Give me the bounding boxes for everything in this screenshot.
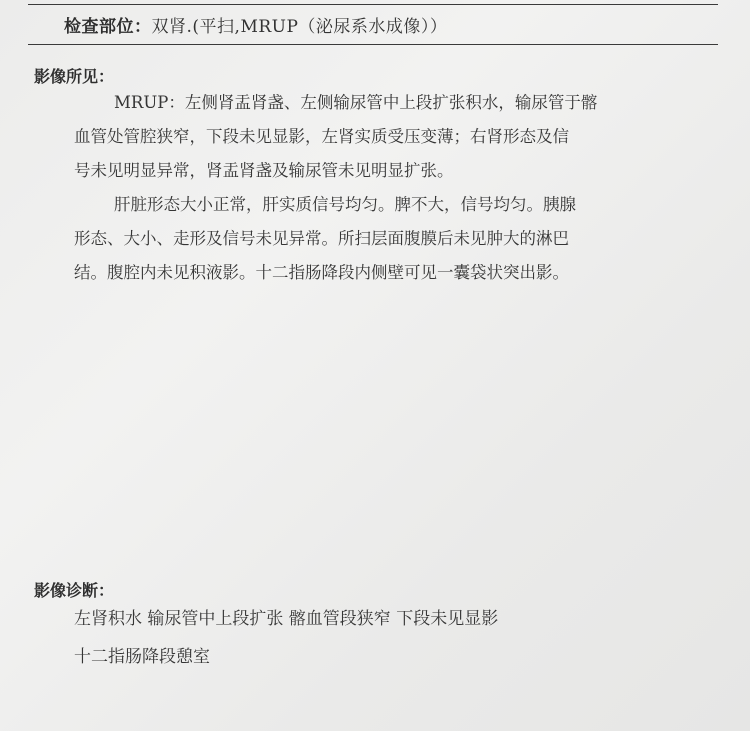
header-divider (28, 44, 718, 45)
findings-line: 形态、大小、走形及信号未见异常。所扫层面腹膜后未见肿大的淋巴 (74, 229, 569, 248)
top-divider (28, 4, 718, 5)
impression-line: 左肾积水 输尿管中上段扩张 髂血管段狭窄 下段未见显影 (74, 609, 499, 629)
impression-body (74, 600, 498, 676)
findings-paragraph-2 (74, 188, 694, 290)
findings-line: MRUP：左侧肾盂肾盏、左侧输尿管中上段扩张积水，输尿管于髂 (114, 93, 598, 112)
exam-site-value: 双肾.(平扫,MRUP（泌尿系水成像）） (151, 17, 448, 37)
findings-line: 肝脏形态大小正常，肝实质信号均匀。脾不大，信号均匀。胰腺 (114, 195, 576, 214)
impression-line: 十二指肠降段憩室 (74, 647, 210, 667)
impression-heading: 影像诊断： (34, 581, 115, 600)
findings-heading: 影像所见： (34, 67, 115, 86)
findings-line: 号未见明显异常，肾盂肾盏及输尿管未见明显扩张。 (74, 161, 454, 180)
findings-line: 血管处管腔狭窄，下段未见显影，左肾实质受压变薄；右肾形态及信 (74, 127, 569, 146)
exam-site-label: 检查部位： (64, 17, 152, 37)
exam-site-line (64, 12, 447, 37)
findings-paragraph-1 (74, 86, 694, 188)
findings-line: 结。腹腔内未见积液影。十二指肠降段内侧壁可见一囊袋状突出影。 (74, 263, 569, 282)
